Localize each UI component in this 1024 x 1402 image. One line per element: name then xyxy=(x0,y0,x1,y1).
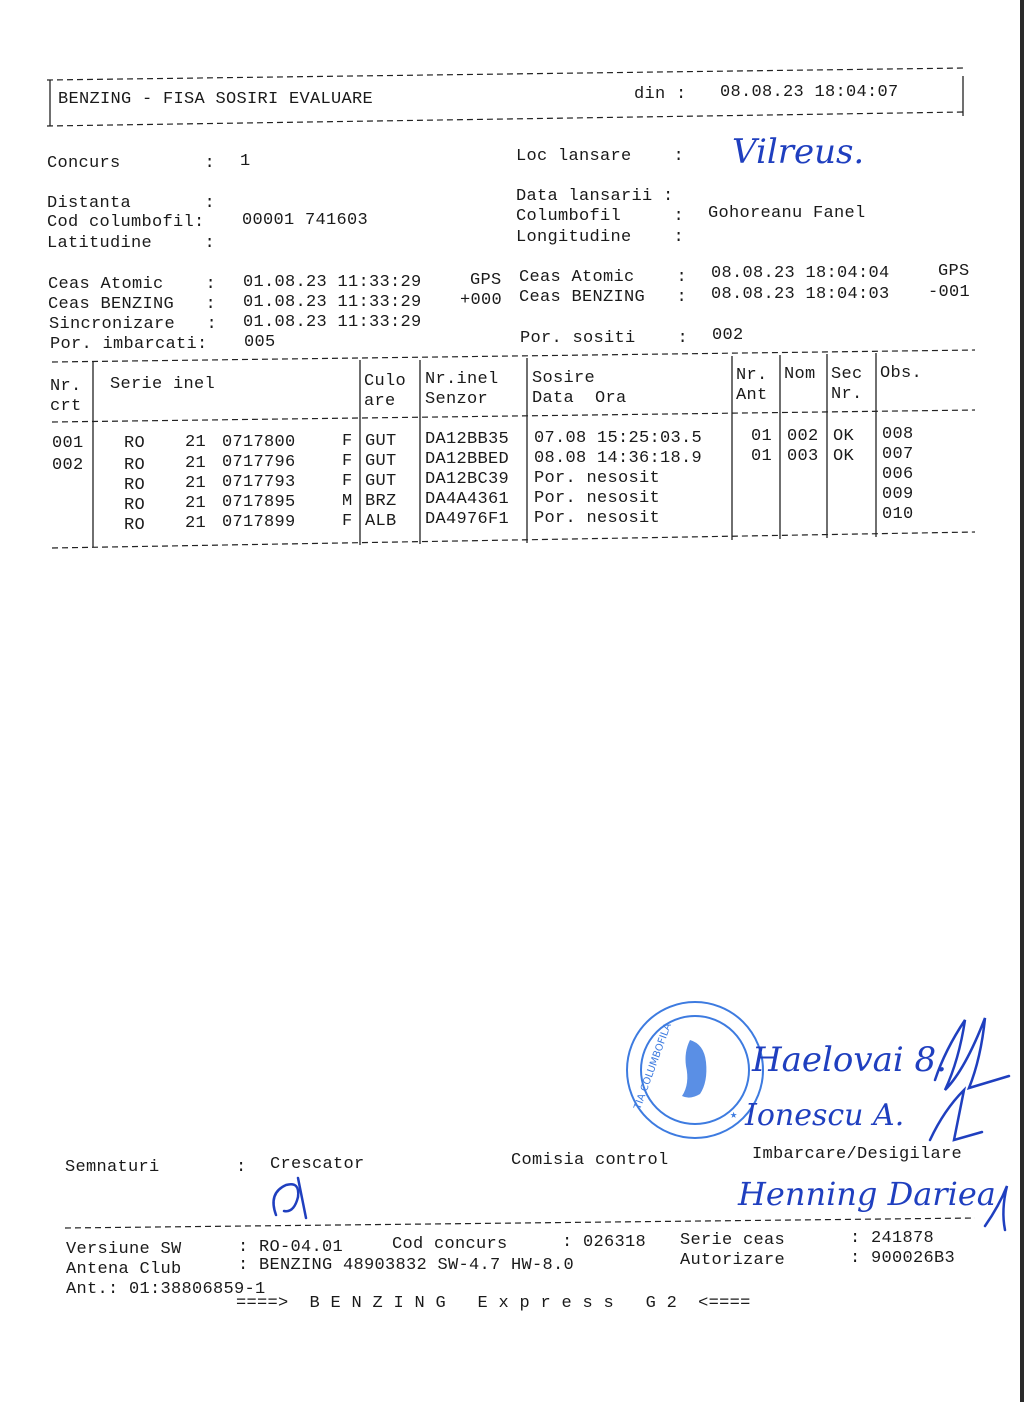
sincronizare-value: 01.08.23 11:33:29 xyxy=(243,313,422,332)
brand-line: ====> B E N Z I N G E x p r e s s G 2 <==== xyxy=(236,1294,751,1313)
serie-ceas-label: Serie ceas xyxy=(680,1231,786,1250)
row-nr: 002 xyxy=(52,456,84,475)
row-an: 21 xyxy=(185,514,207,533)
row-sec: OK xyxy=(833,447,855,466)
col-header-nr: Nr. xyxy=(50,377,82,396)
versiune-sw-label: Versiune SW xyxy=(66,1240,182,1259)
col-header-sec: Sec xyxy=(831,365,863,384)
ceas-atomic-label-start: Ceas Atomic : xyxy=(48,275,217,294)
row-tara: RO xyxy=(124,476,146,495)
cod-columbofil-label: Cod columbofil: xyxy=(47,213,205,232)
concurs-label: Concurs : xyxy=(47,154,216,173)
col-header-serie-inel: Serie inel xyxy=(110,375,216,394)
porumbei-sositi-value: 002 xyxy=(712,326,744,345)
row-obs: 006 xyxy=(882,465,914,484)
serie-ceas-value: : 241878 xyxy=(850,1229,935,1248)
ceas-atomic-value-start: 01.08.23 11:33:29 xyxy=(243,273,422,292)
ceas-benzing-label-end: Ceas BENZING : xyxy=(519,288,688,307)
porumbei-imbarcati-label: Por. imbarcati: xyxy=(50,335,208,354)
row-inel: 0717800 xyxy=(222,433,296,452)
row-tara: RO xyxy=(124,516,146,535)
porumbei-sositi-label: Por. sositi : xyxy=(520,329,689,348)
columbofil-value: Gohoreanu Fanel xyxy=(708,204,866,223)
row-obs: 009 xyxy=(882,485,914,504)
porumbei-imbarcati-value: 005 xyxy=(244,333,276,352)
row-inel: 0717899 xyxy=(222,513,296,532)
row-sec: OK xyxy=(833,427,855,446)
row-tara: RO xyxy=(124,456,146,475)
row-nom: 003 xyxy=(787,447,819,466)
din-label: din : xyxy=(634,85,687,104)
semnaturi-label: Semnaturi xyxy=(65,1158,160,1177)
row-senzor: DA12BBED xyxy=(425,450,510,469)
versiune-sw-value: : RO-04.01 xyxy=(238,1238,344,1257)
concurs-value: 1 xyxy=(240,152,251,171)
crescator-label: Crescator xyxy=(270,1155,365,1174)
autorizare-value: : 900026B3 xyxy=(850,1249,956,1268)
loc-lansare-handwritten: Vilreus. xyxy=(732,132,865,172)
stamp-text: TIA COLUMBOFILA xyxy=(632,1021,674,1112)
row-nom: 002 xyxy=(787,427,819,446)
row-inel: 0717895 xyxy=(222,493,296,512)
row-culoare: BRZ xyxy=(365,492,397,511)
row-sex: F xyxy=(342,512,353,531)
row-an: 21 xyxy=(185,494,207,513)
row-senzor: DA4A4361 xyxy=(425,490,510,509)
col-header-nr-inel: Nr.inel xyxy=(425,370,499,389)
col-header-crt: crt xyxy=(50,397,82,416)
cod-concurs-value: : 026318 xyxy=(562,1233,647,1252)
row-sosire: Por. nesosit xyxy=(534,509,661,528)
row-nr: 001 xyxy=(52,434,84,453)
ceas-benzing-value-end: 08.08.23 18:04:03 xyxy=(711,285,890,304)
signature-3: Henning Dariea xyxy=(738,1175,996,1213)
row-culoare: GUT xyxy=(365,432,397,451)
row-inel: 0717796 xyxy=(222,453,296,472)
row-tara: RO xyxy=(124,496,146,515)
ceas-atomic-suffix-end: GPS xyxy=(938,262,970,281)
row-culoare: GUT xyxy=(365,472,397,491)
scan-edge xyxy=(1020,0,1024,1402)
autorizare-label: Autorizare xyxy=(680,1251,786,1270)
row-sosire: 08.08 14:36:18.9 xyxy=(534,449,703,468)
row-obs: 008 xyxy=(882,425,914,444)
col-header-senzor: Senzor xyxy=(425,390,489,409)
col-header-nr-ant: Nr. xyxy=(736,366,768,385)
ceas-benzing-label-start: Ceas BENZING : xyxy=(48,295,217,314)
row-sex: F xyxy=(342,472,353,491)
row-sosire: 07.08 15:25:03.5 xyxy=(534,429,703,448)
ceas-benzing-value-start: 01.08.23 11:33:29 xyxy=(243,293,422,312)
row-an: 21 xyxy=(185,454,207,473)
cod-concurs-label: Cod concurs xyxy=(392,1235,508,1254)
row-ant: 01 xyxy=(751,447,773,466)
col-header-ant: Ant xyxy=(736,386,768,405)
ceas-atomic-suffix-start: GPS xyxy=(470,271,502,290)
distanta-label: Distanta : xyxy=(47,194,216,213)
document-title: BENZING - FISA SOSIRI EVALUARE xyxy=(58,90,374,109)
signature-2: Ionescu A. xyxy=(745,1098,905,1133)
ceas-atomic-label-end: Ceas Atomic : xyxy=(519,268,688,287)
svg-text:★: ★ xyxy=(730,1108,738,1122)
columbofil-label: Columbofil : xyxy=(516,207,685,226)
row-culoare: GUT xyxy=(365,452,397,471)
row-an: 21 xyxy=(185,474,207,493)
row-obs: 007 xyxy=(882,445,914,464)
col-header-data-ora: Data Ora xyxy=(532,389,627,408)
row-senzor: DA12BB35 xyxy=(425,430,510,449)
comisia-control-label: Comisia control xyxy=(511,1151,669,1170)
signature-1: Haelovai 8. xyxy=(752,1040,947,1080)
antena-id: Ant.: 01:38806859-1 xyxy=(66,1280,266,1299)
col-header-culoare-1: Culo xyxy=(364,372,407,391)
col-header-sec-nr: Nr. xyxy=(831,385,863,404)
row-sosire: Por. nesosit xyxy=(534,489,661,508)
antena-club-value: : BENZING 48903832 SW-4.7 HW-8.0 xyxy=(238,1256,575,1275)
col-header-sosire: Sosire xyxy=(532,369,596,388)
row-senzor: DA12BC39 xyxy=(425,470,510,489)
semnaturi-colon: : xyxy=(236,1158,247,1177)
row-sosire: Por. nesosit xyxy=(534,469,661,488)
row-sex: M xyxy=(342,492,353,511)
row-inel: 0717793 xyxy=(222,473,296,492)
ceas-benzing-suffix-end: -001 xyxy=(928,283,971,302)
row-senzor: DA4976F1 xyxy=(425,510,510,529)
col-header-obs: Obs. xyxy=(880,364,923,383)
row-sex: F xyxy=(342,432,353,451)
cod-columbofil-value: 00001 741603 xyxy=(242,211,369,230)
imbarcare-desigilare-label: Imbarcare/Desigilare xyxy=(752,1145,963,1164)
ceas-benzing-suffix-start: +000 xyxy=(460,291,503,310)
row-sex: F xyxy=(342,452,353,471)
latitudine-label: Latitudine : xyxy=(47,234,216,253)
ceas-atomic-value-end: 08.08.23 18:04:04 xyxy=(711,264,890,283)
row-culoare: ALB xyxy=(365,512,397,531)
col-header-nom: Nom xyxy=(784,365,816,384)
row-obs: 010 xyxy=(882,505,914,524)
row-tara: RO xyxy=(124,434,146,453)
din-value: 08.08.23 18:04:07 xyxy=(720,83,899,102)
antena-club-label: Antena Club xyxy=(66,1260,182,1279)
col-header-culoare-2: are xyxy=(364,392,396,411)
sincronizare-label: Sincronizare : xyxy=(49,315,218,334)
longitudine-label: Longitudine : xyxy=(516,228,685,247)
loc-lansare-label: Loc lansare : xyxy=(516,147,685,166)
row-ant: 01 xyxy=(751,427,773,446)
data-lansarii-label: Data lansarii : xyxy=(516,187,674,206)
row-an: 21 xyxy=(185,433,207,452)
